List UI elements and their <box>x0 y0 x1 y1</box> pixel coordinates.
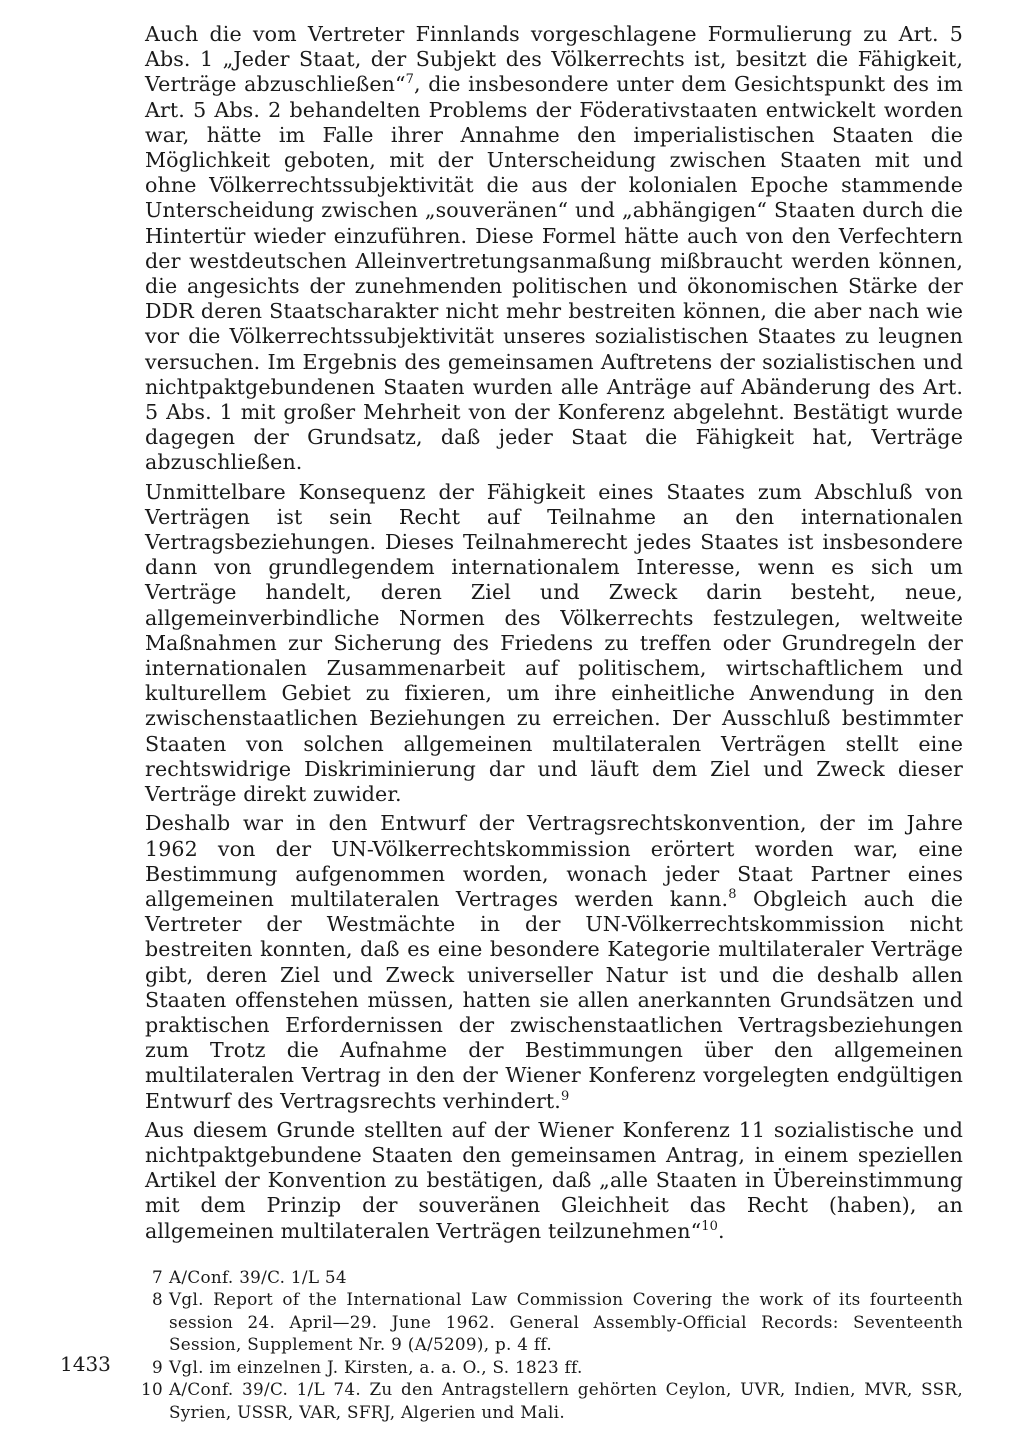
paragraph-2-text: Unmittelbare Konsequenz der Fähigkeit eines Staates zum Abschluß von Verträgen ist sein Recht auf Teilnahme an den internationalen Vertragsbeziehungen. Dieses Teilnahmerecht jedes Staates ist insbesondere dann von grundlegendem internationalem Interesse, wenn es sich um Verträge handelt, deren Ziel und Zweck darin besteht, neue, allgemeinverbindliche Normen des Völkerrechts festzulegen, weltweite Maßnahmen zur Sicherung des Friedens zu treffen oder Grundregeln der internationalen Zusammenarbeit auf politischem, wirtschaftlichem und kulturellem Gebiet zu fixieren, um ihre einheitliche Anwendung in den zwischenstaatlichen Beziehungen zu erreichen. Der Ausschluß bestimmter Staaten von solchen allgemeinen multilateralen Verträgen stellt eine rechtswidrige Diskriminierung dar und läuft dem Ziel und Zweck dieser Verträge direkt zuwider. <box>145 479 963 807</box>
paragraph-3 <box>145 811 963 1113</box>
footnote-text: Vgl. Report of the International Law Commission Covering the work of its fourteenth session 24. April—29. June 1962. General Assembly-Official Records: Seventeenth Session, Supplement Nr. 9 (A/5209), p. 4 ff. <box>169 1289 963 1355</box>
footnote-text: A/Conf. 39/C. 1/L 54 <box>169 1266 347 1287</box>
footnote-number: 9 <box>152 1356 163 1377</box>
footnote-ref-7: 7 <box>405 72 414 88</box>
footnote-ref-9: 9 <box>560 1088 570 1104</box>
paragraph-1-text-cont: , die insbesondere unter dem Gesichtspunkt des im Art. 5 Abs. 2 behandelten Problems der Föderativstaaten entwickelt worden war, hätte im Falle ihrer Annahme den imperialistischen Staaten die Möglichkeit geboten, mit der Unterscheidung zwischen Staaten mit und ohne Völkerrechtssubjektivität die aus der kolonialen Epoche stammende Unterscheidung zwischen „souveränen“ und „abhängigen“ Staaten durch die Hintertür wieder einzuführen. Diese Formel hätte auch von den Verfechtern der westdeutschen Alleinvertretungsanmaßung mißbraucht werden können, die angesichts der zunehmenden politischen und ökonomischen Stärke der DDR deren Staatscharakter nicht mehr bestreiten können, die aber nach wie vor die Völkerrechtssubjektivität unseres sozialistischen Staates zu leugnen versuchen. Im Ergebnis des gemeinsamen Auftretens der sozialistischen und nichtpaktgebundenen Staaten wurden alle Anträge auf Abänderung des Art. 5 Abs. 1 mit großer Mehrheit von der Konferenz abgelehnt. Bestätigt wurde dagegen der Grundsatz, daß jeder Staat die Fähigkeit hat, Verträge abzuschließen. <box>145 72 963 475</box>
footnote-number: 8 <box>152 1289 163 1310</box>
footnotes <box>141 1266 963 1424</box>
footnote-text: Vgl. im einzelnen J. Kirsten, a. a. O., S. 1823 ff. <box>169 1356 583 1377</box>
footnote-ref-8: 8 <box>728 886 737 902</box>
paragraph-1-text: Auch die vom Vertreter Finnlands vorgeschlagene Formulierung zu Art. 5 Abs. 1 „Jeder Staat, der Subjekt des Völkerrechts ist, besitzt die Fähigkeit, Verträge abzuschließen“ <box>145 22 963 97</box>
body-text <box>145 22 963 1244</box>
page-number: 1433 <box>60 1352 111 1376</box>
paragraph-3-text: Deshalb war in den Entwurf der Vertragsrechtskonvention, der im Jahre 1962 von der UN-Völkerrechtskommission erörtert worden war, eine Bestimmung aufgenommen worden, wonach jeder Staat Partner eines allgemeinen multilateralen Vertrages werden kann. <box>145 811 963 911</box>
paragraph-1 <box>145 22 963 476</box>
paragraph-3-text-cont: Obgleich auch die Vertreter der Westmächte in der UN-Völkerrechtskommission nicht bestreiten konnten, daß es eine besondere Kategorie multilateraler Verträge gibt, deren Ziel und Zweck universeller Natur ist und die deshalb allen Staaten offenstehen müssen, hatten sie allen anerkannten Grundsätzen und praktischen Erfordernissen der zwischenstaatlichen Vertragsbeziehungen zum Trotz die Aufnahme der Bestimmungen über den allgemeinen multilateralen Vertrag in den der Wiener Konferenz vorgelegten endgültigen Entwurf des Vertragsrechts verhindert. <box>145 886 963 1113</box>
footnote-text: A/Conf. 39/C. 1/L 74. Zu den Antragstellern gehörten Ceylon, UVR, Indien, MVR, SSR, Syrien, USSR, VAR, SFRJ, Algerien und Mali. <box>169 1379 963 1422</box>
footnote-10 <box>141 1378 963 1423</box>
paragraph-2 <box>145 480 963 808</box>
paragraph-4 <box>145 1118 963 1244</box>
footnote-8 <box>145 1288 963 1356</box>
paragraph-4-text-cont: . <box>717 1218 725 1243</box>
footnote-7 <box>145 1266 963 1289</box>
footnote-number: 10 <box>141 1379 163 1400</box>
footnote-9 <box>145 1356 963 1379</box>
document-page <box>141 22 963 1423</box>
footnote-ref-10: 10 <box>701 1218 718 1234</box>
paragraph-4-text: Aus diesem Grunde stellten auf der Wiener Konferenz 11 sozialistische und nichtpaktgebundene Staaten den gemeinsamen Antrag, in einem speziellen Artikel der Konvention zu bestätigen, daß „alle Staaten in Übereinstimmung mit dem Prinzip der souveränen Gleichheit das Recht (haben), an allgemeinen multilateralen Verträgen teilzunehmen“ <box>145 1117 963 1243</box>
footnote-number: 7 <box>152 1266 163 1287</box>
